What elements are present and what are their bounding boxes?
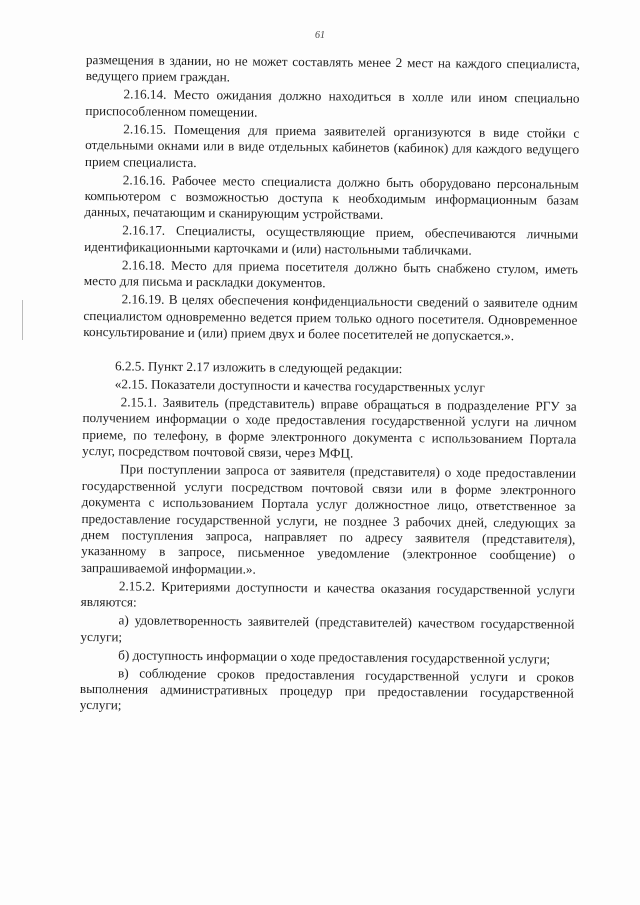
section-heading: «2.15. Показатели доступности и качества государственных услуг (114, 376, 485, 395)
paragraph: При поступлении запроса от заявителя (представителя) о ходе предоставлении государственной услуги посредством почтовой связи или в форме электронного документа с использованием Портала услуг должностное лицо, ответственное за предоставление государственной услуги, не позднее 3 рабочих дней, следующих за днем поступления запроса, направляет по адресу заявителя (представителя), указанному в запросе, письменное уведомление (электронное сообщение) о запрашиваемой информации.». (80, 461, 577, 577)
paragraph: 2.16.19. В целях обеспечения конфиденциальности сведений о заявителе одним специалистом одновременно ведется прием только одного посетителя. Одновременное консультирование и (или) прием двух и более посетителей не допускается.». (83, 291, 578, 344)
page-number: 61 (315, 30, 325, 41)
scan-margin-mark (22, 300, 23, 340)
document-body (80, 52, 580, 720)
paragraph: 2.15.1. Заявитель (представитель) вправе обращаться в подразделение РГУ за получением информации о ходе предоставления государственной услуги на личном приеме, по телефону, в форме электронного документа с использованием Портала услуг, посредством почтовой связи, через МФЦ. (82, 394, 577, 461)
paragraph: 2.16.14. Место ожидания должно находиться в холле или ином специально приспособленном помещении. (85, 86, 580, 120)
paragraph: 6.2.5. Пункт 2.17 изложить в следующей редакции: (114, 358, 403, 377)
paragraph: размещения в здании, но не может составлять менее 2 мест на каждого специалиста, ведущего прием граждан. (85, 52, 580, 85)
paragraph: 2.15.2. Критериями доступности и качества оказания государственной услуги являются: (80, 578, 575, 610)
paragraph: 2.16.15. Помещения для приема заявителей организуются в виде стойки с отдельными окнами или в виде отдельных кабинетов (кабинок) для каждого ведущего прием специалиста. (84, 121, 580, 170)
list-item: а) удовлетворенность заявителей (представителей) качеством государственной услуги; (80, 612, 575, 644)
list-item: в) соблюдение сроков предоставления государственной услуги и сроков выполнения административных процедур при предоставлении государственной услуги; (79, 664, 575, 713)
paragraph: 2.16.17. Специалисты, осуществляющие прием, обеспечиваются личными идентификационными карточками и (или) настольными табличками. (84, 222, 579, 258)
paragraph: 2.16.16. Рабочее место специалиста должно быть оборудовано персональным компьютером с возможностью доступа к необходимым информационным базам данных, печатающим и сканирующим устройствами. (84, 171, 579, 223)
list-item: б) доступность информации о ходе предоставления государственной услуги; (118, 646, 551, 667)
paragraph: 2.16.18. Место для приема посетителя должно быть снабжено стулом, иметь место для письма и раскладки документов. (83, 257, 579, 291)
